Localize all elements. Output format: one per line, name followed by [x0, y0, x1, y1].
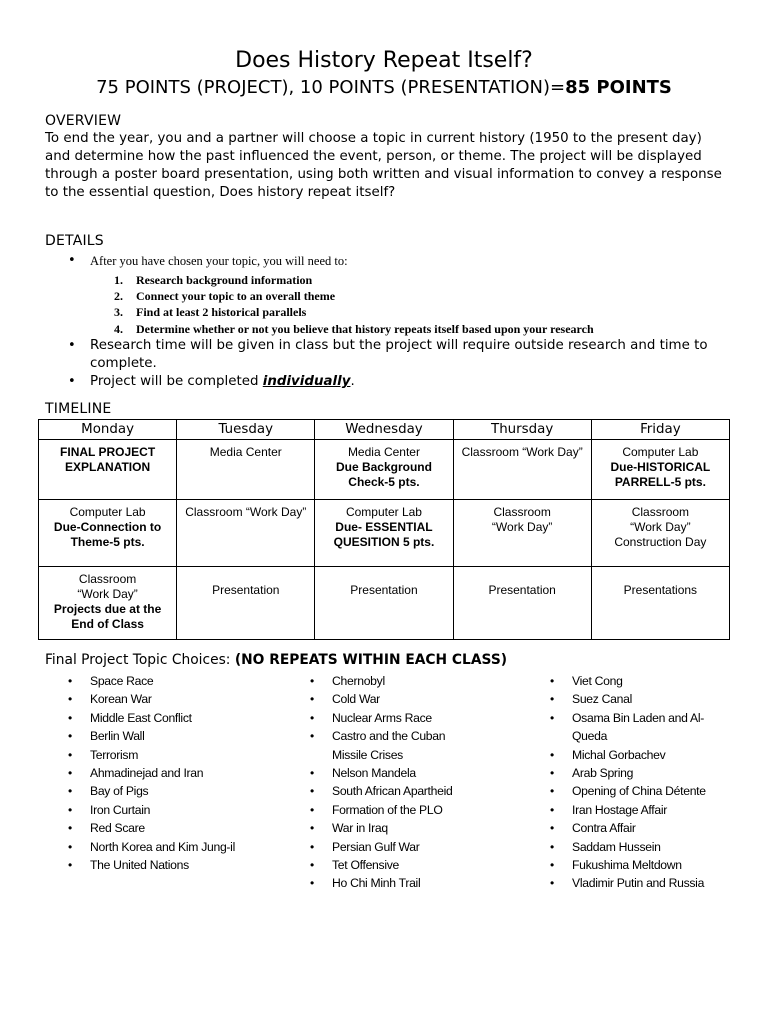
topics-column-1 [68, 672, 298, 874]
topic-item: • South African Apartheid [310, 782, 470, 800]
topic-item: • Arab Spring [550, 764, 715, 782]
details-bullet-individual: • Project will be completed individually. [68, 373, 728, 391]
day-header-monday: Monday [39, 420, 177, 440]
timeline-cell: Classroom “Work Day” [453, 440, 591, 500]
step-item: 2. Connect your topic to an overall theme [114, 289, 336, 304]
timeline-cell: Classroom “Work Day” [177, 500, 315, 567]
points-total: 85 POINTS [565, 77, 672, 98]
details-list [68, 252, 728, 391]
topic-item: • Ho Chi Minh Trail [310, 874, 470, 892]
timeline-heading: TIMELINE [45, 401, 112, 417]
timeline-cell: Computer Lab Due- ESSENTIAL QUESITION 5 pts. [315, 500, 453, 567]
details-bullet-intro [68, 252, 728, 337]
overview-heading: OVERVIEW [45, 113, 122, 129]
details-intro-text: After you have chosen your topic, you will need to: [90, 254, 348, 268]
topic-item: • Tet Offensive [310, 856, 470, 874]
topic-item: • Contra Affair [550, 819, 715, 837]
step-item: 3. Find at least 2 historical parallels [114, 305, 307, 320]
topic-item: • Cold War [310, 690, 470, 708]
timeline-header-row [39, 420, 730, 440]
topic-item: • Viet Cong [550, 672, 715, 690]
topic-item: • Middle East Conflict [68, 709, 298, 727]
timeline-cell: Computer Lab Due-HISTORICAL PARRELL-5 pts. [591, 440, 729, 500]
timeline-cell: Classroom “Work Day” Construction Day [591, 500, 729, 567]
topics-column-3 [550, 672, 715, 893]
topic-item: • Nelson Mandela [310, 764, 470, 782]
points-subtitle [0, 77, 768, 99]
overview-paragraph: To end the year, you and a partner will choose a topic in current history (1950 to the present day) and determine how the past influenced the event, person, or theme. The project will be displayed through a poster board presentation, using both written and visual information to convey a response to the essential question, Does history repeat itself? [45, 131, 722, 200]
topic-item: • Osama Bin Laden and Al-Queda [550, 709, 715, 746]
topic-item: • Fukushima Meltdown [550, 856, 715, 874]
topic-item: • Chernobyl [310, 672, 470, 690]
timeline-cell: Media Center [177, 440, 315, 500]
topic-item: • Nuclear Arms Race [310, 709, 470, 727]
day-header-thursday: Thursday [453, 420, 591, 440]
topic-item: • Red Scare [68, 819, 298, 837]
topic-item: • Vladimir Putin and Russia [550, 874, 715, 892]
topic-item: • Iran Hostage Affair [550, 801, 715, 819]
timeline-cell: Presentation [315, 567, 453, 640]
timeline-cell: Computer Lab Due-Connection to Theme-5 pts. [39, 500, 177, 567]
step-item: 4. Determine whether or not you believe that history repeats itself based upon your research [114, 321, 594, 336]
topic-item: • Saddam Hussein [550, 838, 715, 856]
individually-emphasis: individually [262, 373, 351, 389]
timeline-row [39, 500, 730, 567]
topic-item: • War in Iraq [310, 819, 470, 837]
day-header-tuesday: Tuesday [177, 420, 315, 440]
timeline-cell: Classroom “Work Day” Projects due at the End of Class [39, 567, 177, 640]
topic-item: • Bay of Pigs [68, 782, 298, 800]
timeline-row [39, 440, 730, 500]
timeline-row [39, 567, 730, 640]
details-bullet-research-time: • Research time will be given in class but the project will require outside research and time to complete. [68, 337, 728, 373]
topic-item: • Persian Gulf War [310, 838, 470, 856]
topics-heading: Final Project Topic Choices: (NO REPEATS WITHIN EACH CLASS) [45, 652, 508, 668]
step-item: 1. Research background information [114, 273, 313, 287]
topic-item: • Formation of the PLO [310, 801, 470, 819]
points-breakdown: 75 POINTS (PROJECT), 10 POINTS (PRESENTATION)= [96, 77, 566, 98]
topic-item: • Castro and the Cuban Missile Crises [310, 727, 470, 764]
no-repeats-note: (NO REPEATS WITHIN EACH CLASS) [234, 652, 508, 668]
timeline-cell: Presentations [591, 567, 729, 640]
topic-item: • Berlin Wall [68, 727, 298, 745]
day-header-friday: Friday [591, 420, 729, 440]
timeline-cell: Classroom “Work Day” [453, 500, 591, 567]
topic-item: • Terrorism [68, 746, 298, 764]
topic-item: • Suez Canal [550, 690, 715, 708]
timeline-cell: FINAL PROJECT EXPLANATION [39, 440, 177, 500]
timeline-cell: Media Center Due Background Check-5 pts. [315, 440, 453, 500]
details-heading: DETAILS [45, 233, 104, 249]
topic-item: • Opening of China Détente [550, 782, 715, 800]
topic-item: • The United Nations [68, 856, 298, 874]
timeline-table [38, 419, 730, 640]
page-title: Does History Repeat Itself? [235, 48, 533, 73]
topic-item: • Iron Curtain [68, 801, 298, 819]
details-steps [90, 272, 728, 337]
topic-item: • North Korea and Kim Jung-il [68, 838, 298, 856]
topic-item: • Space Race [68, 672, 298, 690]
topic-item: • Korean War [68, 690, 298, 708]
topic-item: • Michal Gorbachev [550, 746, 715, 764]
day-header-wednesday: Wednesday [315, 420, 453, 440]
timeline-cell: Presentation [453, 567, 591, 640]
topic-item: • Ahmadinejad and Iran [68, 764, 298, 782]
topics-column-2 [310, 672, 470, 893]
timeline-cell: Presentation [177, 567, 315, 640]
